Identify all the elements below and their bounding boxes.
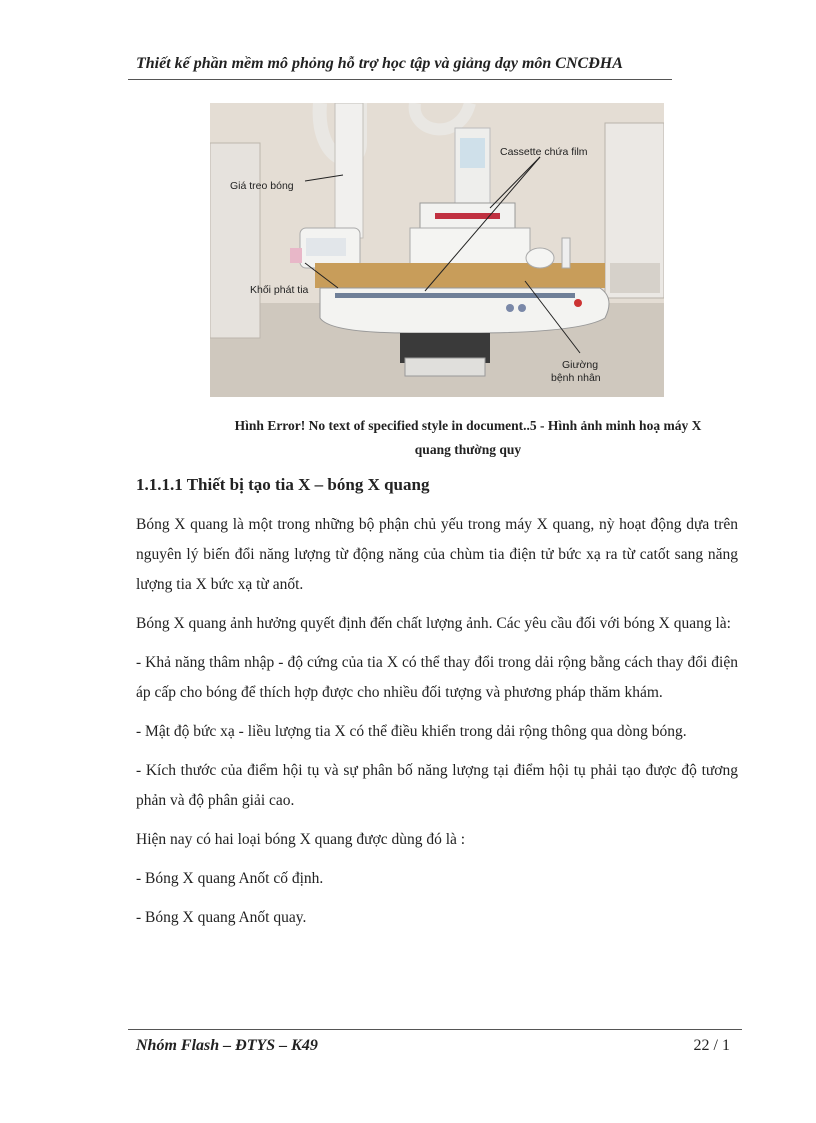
- label-tube-stand: Giá treo bóng: [230, 180, 294, 192]
- label-emitter: Khối phát tia: [250, 284, 309, 296]
- footer-group-name: Nhóm Flash – ĐTYS – K49: [136, 1037, 318, 1054]
- page-number: 22 / 1: [693, 1037, 730, 1054]
- label-bed-line1: Giường: [562, 359, 599, 371]
- section-heading: 1.1.1.1 Thiết bị tạo tia X – bóng X quang: [136, 475, 430, 494]
- label-cassette: Cassette chứa film: [500, 146, 588, 158]
- label-bed-line2: bệnh nhân: [551, 372, 601, 384]
- caption-line-2: quang thường quy: [414, 442, 522, 457]
- page-header-title: Thiết kế phần mềm mô phỏng hỗ trợ học tập và giảng dạy môn CNCĐHA: [136, 55, 623, 72]
- xray-machine-figure: [210, 103, 664, 397]
- body-text: [136, 510, 738, 942]
- paragraph: - Khả năng thâm nhập - độ cứng của tia X có thể thay đổi trong dải rộng bằng cách thay đổi điện áp cấp cho bóng để thích hợp được cho nhiều đối tượng và phương pháp thăm khám.: [136, 654, 738, 701]
- paragraph: - Mật độ bức xạ - liều lượng tia X có thể điều khiển trong dải rộng thông qua dòng bóng.: [136, 723, 687, 740]
- figure-caption: [190, 414, 746, 462]
- paragraph: - Kích thước của điểm hội tụ và sự phân bố năng lượng tại điểm hội tụ phải tạo được độ tương phản và độ phân giải cao.: [136, 762, 738, 809]
- paragraph: Hiện nay có hai loại bóng X quang được dùng đó là :: [136, 831, 466, 848]
- paragraph: Bóng X quang ảnh hưởng quyết định đến chất lượng ảnh. Các yêu cầu đối với bóng X quang là:: [136, 615, 731, 632]
- paragraph: - Bóng X quang Anốt quay.: [136, 909, 307, 926]
- header-divider: [128, 79, 672, 80]
- xray-machine-illustration: [210, 103, 664, 397]
- footer-divider: [128, 1029, 742, 1030]
- paragraph: Bóng X quang là một trong những bộ phận chủ yếu trong máy X quang, nỳ hoạt động dựa trên nguyên lý biến đổi năng lượng từ động năng của chùm tia điện tử bức xạ ra từ catốt sang năng lượng tia X bức xạ từ anốt.: [136, 516, 738, 593]
- caption-line-1: Hình Error! No text of specified style in document..5 - Hình ảnh minh hoạ máy X: [234, 418, 702, 433]
- paragraph: - Bóng X quang Anốt cố định.: [136, 870, 324, 887]
